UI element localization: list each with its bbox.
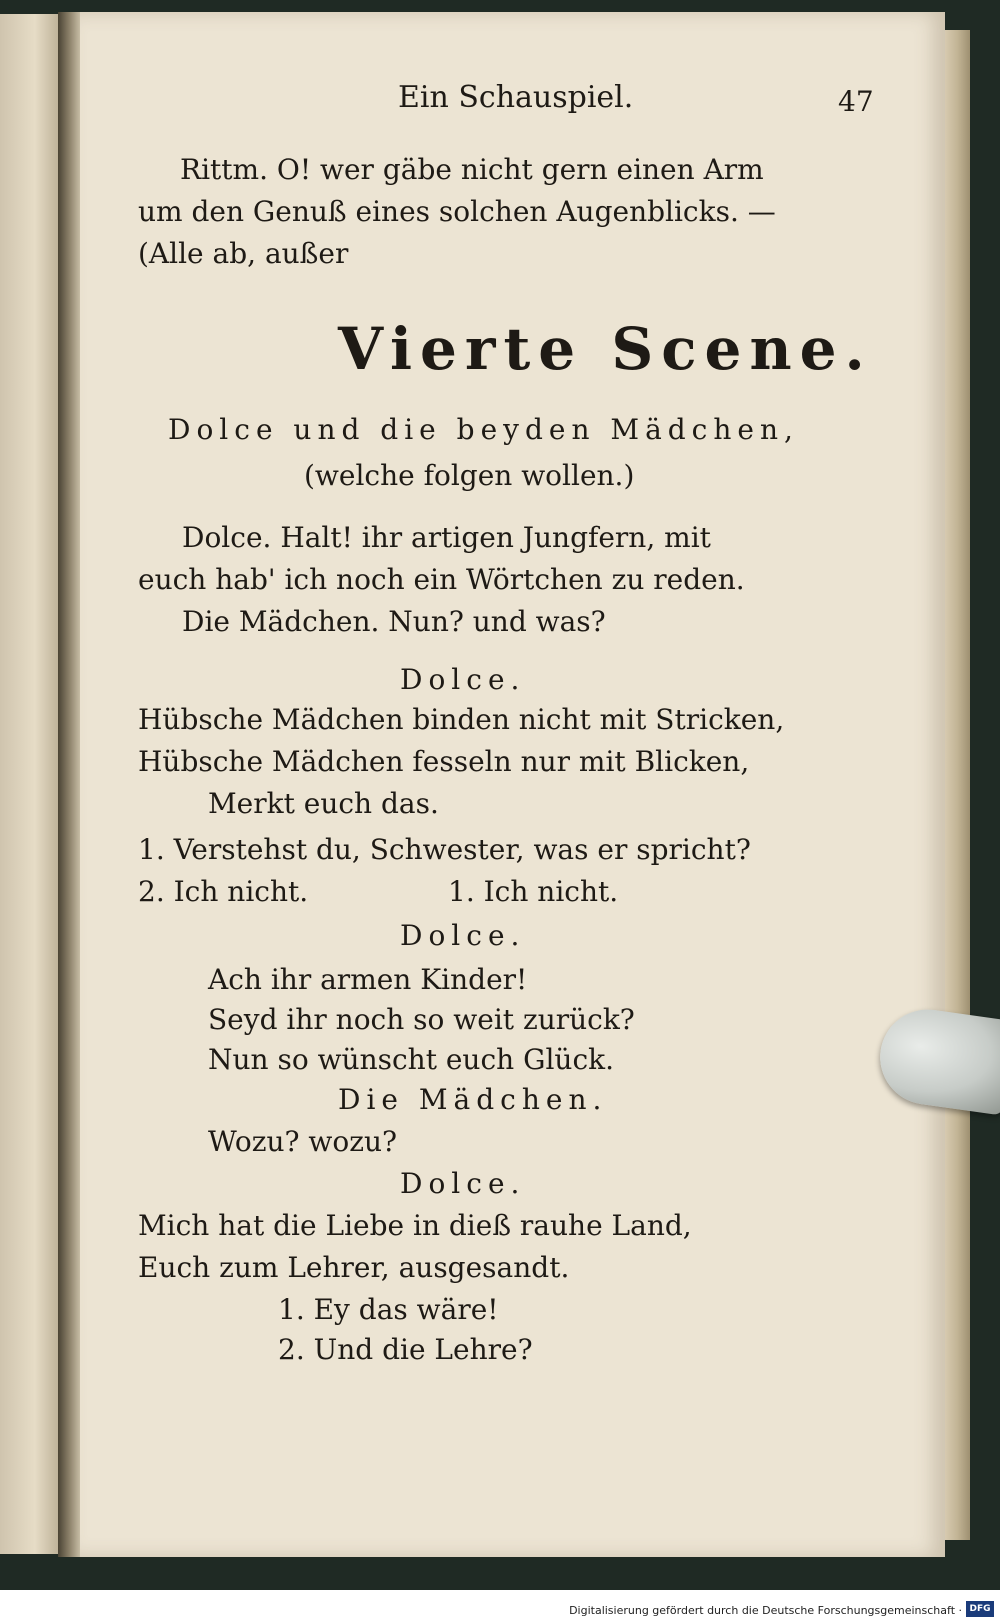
verse-line: Wozu? wozu? [208, 1125, 398, 1158]
digitization-credit: Digitalisierung gefördert durch die Deutsche Forschungsgemeinschaft · [569, 1604, 962, 1617]
verse-line: 1. Ich nicht. [448, 875, 619, 908]
running-title: Ein Schauspiel. [398, 80, 634, 115]
verse-line: 1. Ey das wäre! [278, 1293, 499, 1326]
scene-cast: Dolce und die beyden Mädchen, [168, 413, 799, 446]
verse-line: Ach ihr armen Kinder! [208, 963, 528, 996]
left-page-edge [0, 14, 60, 1554]
verse-line: Hübsche Mädchen fesseln nur mit Blicken, [138, 745, 750, 778]
verse-line: Seyd ihr noch so weit zurück? [208, 1003, 635, 1036]
page-number: 47 [838, 85, 874, 118]
text-line: Rittm. O! wer gäbe nicht gern einen Arm [180, 153, 764, 186]
book-gutter [58, 12, 80, 1557]
verse-line: 1. Verstehst du, Schwester, was er spricht? [138, 833, 751, 866]
speaker-heading: Dolce. [400, 1167, 526, 1200]
page-text [138, 12, 874, 1557]
verse-line: Nun so wünscht euch Glück. [208, 1043, 614, 1076]
verse-line: Merkt euch das. [208, 787, 439, 820]
stage-direction: (welche folgen wollen.) [304, 459, 635, 492]
speaker-heading: Dolce. [400, 919, 526, 952]
page-stack-edge [945, 30, 970, 1540]
dialogue-line: euch hab' ich noch ein Wörtchen zu reden. [138, 563, 745, 596]
scene-title: Vierte Scene. [338, 315, 873, 383]
speaker-heading: Die Mädchen. [338, 1083, 608, 1116]
verse-line: 2. Ich nicht. [138, 875, 309, 908]
verse-line: 2. Und die Lehre? [278, 1333, 533, 1366]
verse-line: Mich hat die Liebe in dieß rauhe Land, [138, 1209, 692, 1242]
speaker-heading: Dolce. [400, 663, 526, 696]
verse-line: Hübsche Mädchen binden nicht mit Stricken, [138, 703, 785, 736]
text-line: um den Genuß eines solchen Augenblicks. — [138, 195, 776, 228]
dfg-logo: DFG [966, 1601, 994, 1617]
dialogue-line: Die Mädchen. Nun? und was? [182, 605, 606, 638]
text-line: (Alle ab, außer [138, 237, 349, 270]
book-page [80, 12, 945, 1557]
dialogue-line: Dolce. Halt! ihr artigen Jungfern, mit [182, 521, 711, 554]
verse-line: Euch zum Lehrer, ausgesandt. [138, 1251, 570, 1284]
